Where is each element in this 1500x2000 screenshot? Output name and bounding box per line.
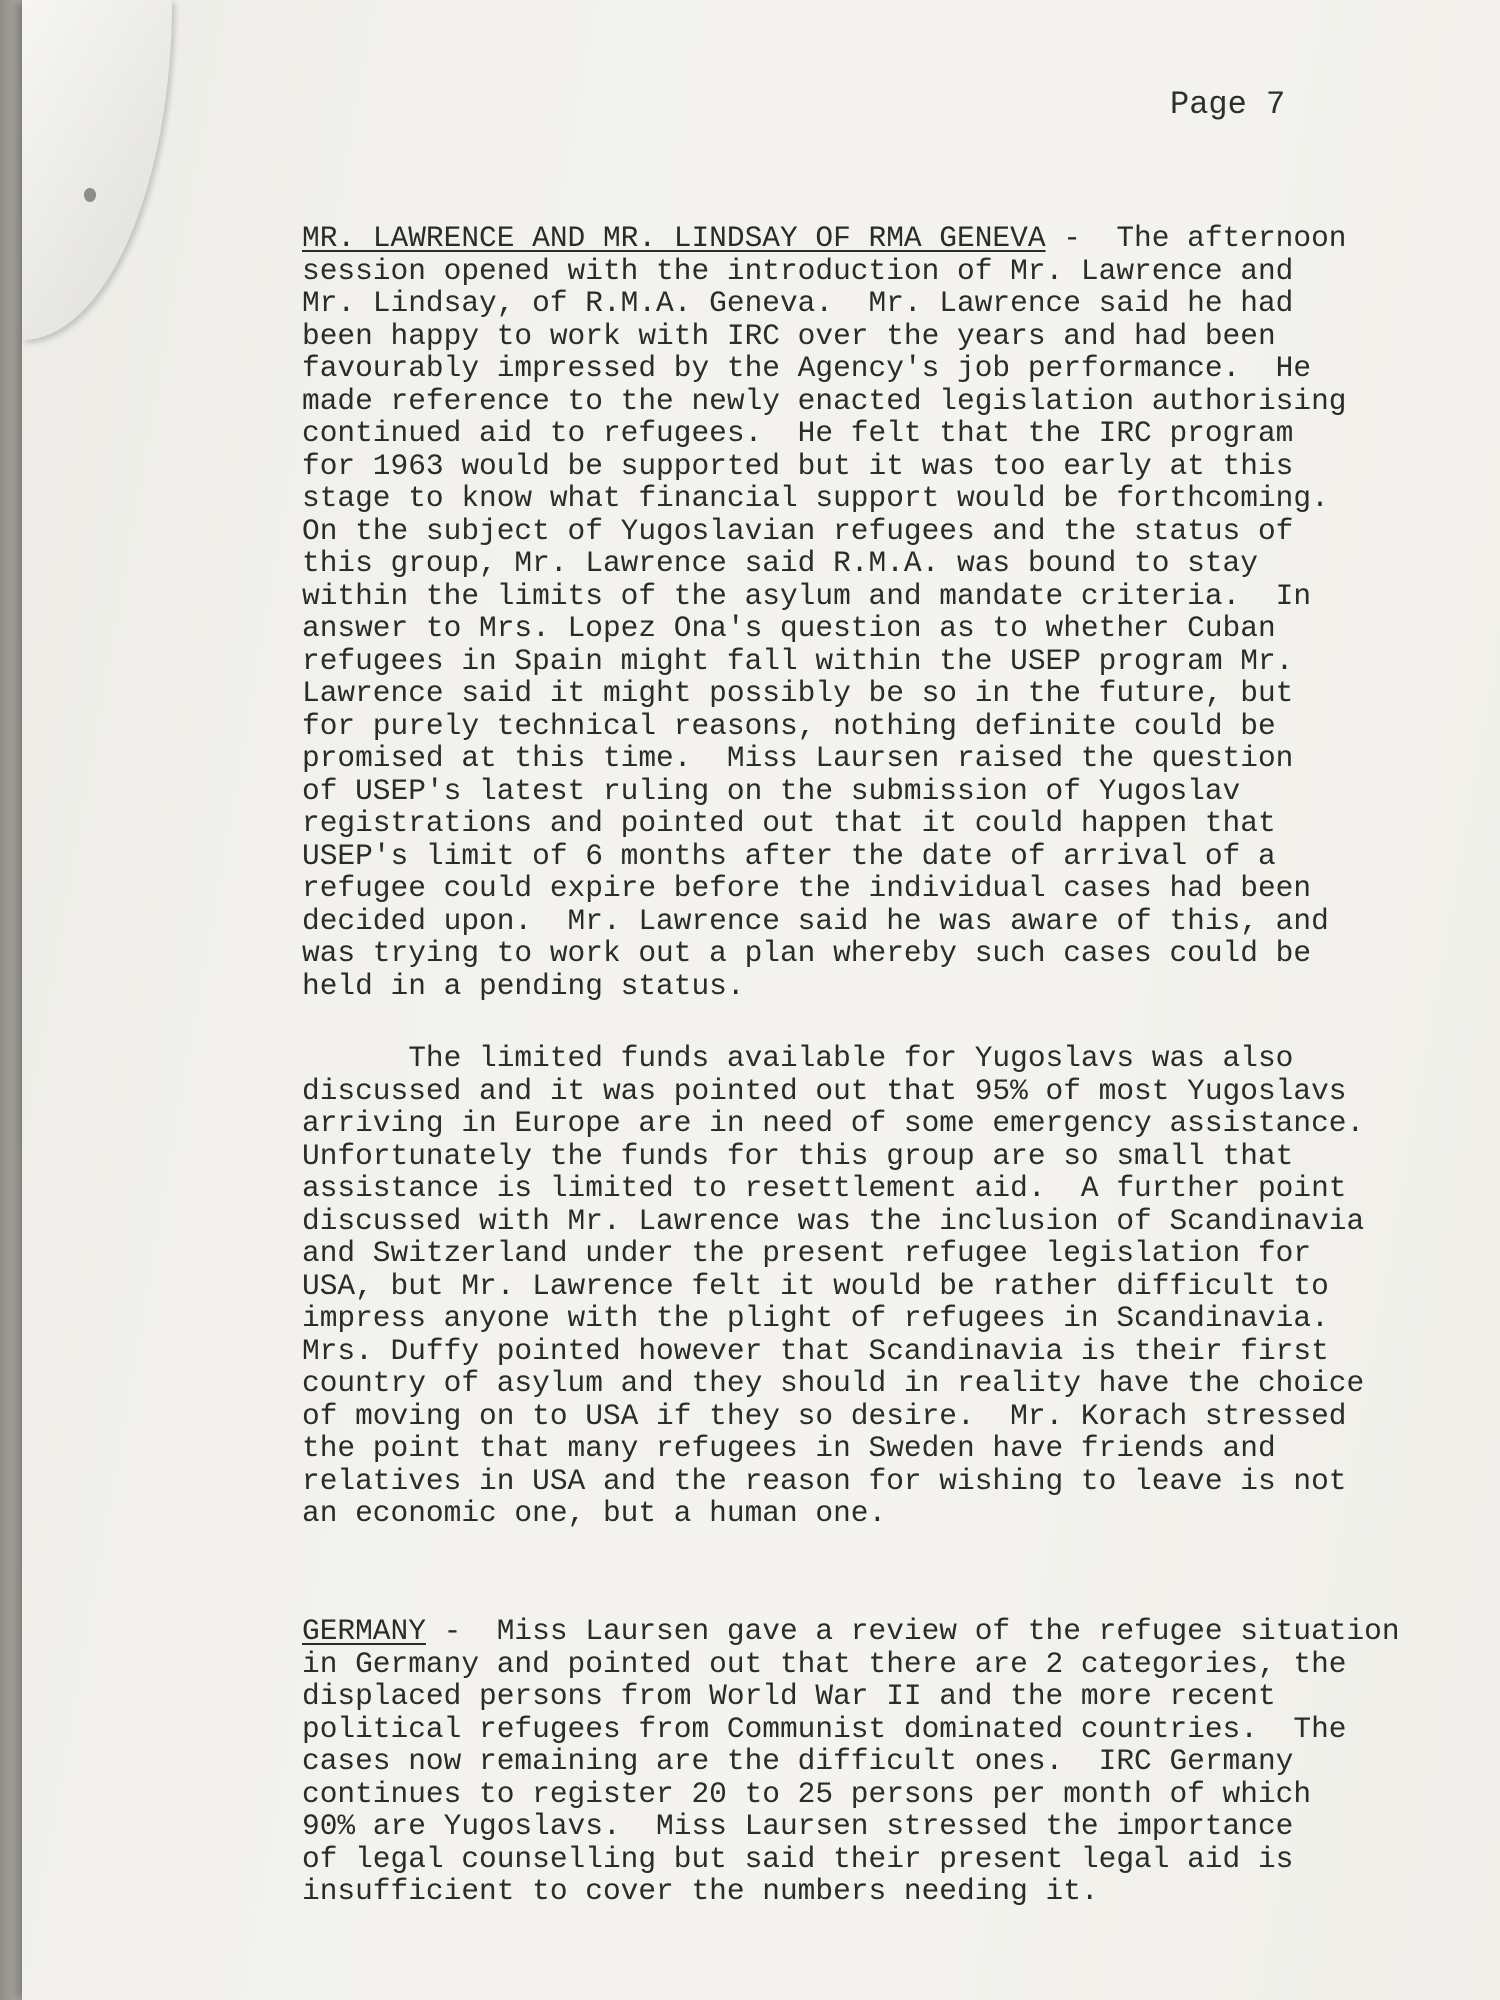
section-heading-rma: MR. LAWRENCE AND MR. LINDSAY OF RMA GENEVA [302, 221, 1046, 255]
text-line: the point that many refugees in Sweden have friends and [302, 1431, 1276, 1465]
text-line: 90% are Yugoslavs. Miss Laursen stressed the importance [302, 1809, 1294, 1843]
text-line: for 1963 would be supported but it was too early at this [302, 448, 1294, 483]
text-line: arriving in Europe are in need of some emergency assistance. [302, 1106, 1365, 1140]
text-line: discussed and it was pointed out that 95% of most Yugoslavs [302, 1073, 1347, 1108]
text-line [302, 222, 1482, 255]
text-line: Lawrence said it might possibly be so in the future, but [302, 676, 1294, 710]
text-line: session opened with the introduction of Mr. Lawrence and [302, 253, 1294, 288]
text-line: displaced persons from World War II and the more recent [302, 1679, 1276, 1713]
text-line: for purely technical reasons, nothing definite could be [302, 708, 1276, 743]
text-line: USA, but Mr. Lawrence felt it would be rather difficult to [302, 1268, 1329, 1303]
text-line: country of asylum and they should in reality have the choice [302, 1366, 1365, 1400]
section-germany [302, 1615, 1482, 1908]
text-line: continued aid to refugees. He felt that the IRC program [302, 416, 1294, 450]
staple-mark [84, 188, 96, 202]
text-line: On the subject of Yugoslavian refugees and the status of [302, 513, 1294, 548]
text-line: political refugees from Communist dominated countries. The [302, 1711, 1347, 1746]
text-line: decided upon. Mr. Lawrence said he was aware of this, and [302, 903, 1329, 938]
text-line: stage to know what financial support would be forthcoming. [302, 481, 1329, 515]
text-line: refugees in Spain might fall within the USEP program Mr. [302, 643, 1294, 678]
text-line: held in a pending status. [302, 968, 745, 1003]
text-line: within the limits of the asylum and mandate criteria. In [302, 578, 1312, 613]
text-line: The limited funds available for Yugoslavs was also [302, 1041, 1294, 1075]
text-line: Unfortunately the funds for this group are so small that [302, 1138, 1294, 1173]
text-line: answer to Mrs. Lopez Ona's question as to whether Cuban [302, 611, 1276, 645]
page-number: Page 7 [1170, 86, 1286, 123]
text-line: of legal counselling but said their present legal aid is [302, 1841, 1294, 1876]
text-line: of USEP's latest ruling on the submission of Yugoslav [302, 773, 1241, 808]
text-line: relatives in USA and the reason for wishing to leave is not [302, 1463, 1347, 1498]
text-line: this group, Mr. Lawrence said R.M.A. was bound to stay [302, 546, 1258, 580]
text-line [302, 1615, 1482, 1648]
text-line: and Switzerland under the present refugee legislation for [302, 1236, 1312, 1270]
text-line: continues to register 20 to 25 persons per month of which [302, 1776, 1312, 1811]
text-line: Mrs. Duffy pointed however that Scandinavia is their first [302, 1333, 1329, 1368]
text-line: discussed with Mr. Lawrence was the inclusion of Scandinavia [302, 1203, 1365, 1238]
text-line: assistance is limited to resettlement aid. A further point [302, 1171, 1347, 1205]
section-heading-germany: GERMANY [302, 1614, 426, 1648]
text-line-fragment: - The afternoon [1045, 221, 1347, 255]
text-line: in Germany and pointed out that there are 2 categories, the [302, 1646, 1347, 1681]
section-yugoslav-funds [302, 1042, 1482, 1530]
text-line: promised at this time. Miss Laursen raised the question [302, 741, 1294, 775]
text-line: registrations and pointed out that it could happen that [302, 806, 1276, 840]
section-rma-geneva [302, 222, 1482, 1002]
text-line: of moving on to USA if they so desire. Mr. Korach stressed [302, 1398, 1347, 1433]
document-page [22, 0, 1500, 2000]
text-line: been happy to work with IRC over the years and had been [302, 318, 1276, 353]
folded-page-corner [22, 0, 172, 340]
text-line: insufficient to cover the numbers needing it. [302, 1874, 1099, 1908]
text-line: Mr. Lindsay, of R.M.A. Geneva. Mr. Lawrence said he had [302, 286, 1294, 320]
text-line: made reference to the newly enacted legislation authorising [302, 383, 1347, 418]
text-line: refugee could expire before the individual cases had been [302, 871, 1312, 905]
text-line: USEP's limit of 6 months after the date of arrival of a [302, 838, 1276, 873]
text-line: was trying to work out a plan whereby such cases could be [302, 936, 1312, 970]
text-line: impress anyone with the plight of refugees in Scandinavia. [302, 1301, 1329, 1335]
text-line-fragment: - Miss Laursen gave a review of the refugee situation [425, 1614, 1400, 1648]
text-line: cases now remaining are the difficult ones. IRC Germany [302, 1744, 1294, 1778]
text-line: favourably impressed by the Agency's job performance. He [302, 351, 1312, 385]
text-line: an economic one, but a human one. [302, 1496, 887, 1530]
